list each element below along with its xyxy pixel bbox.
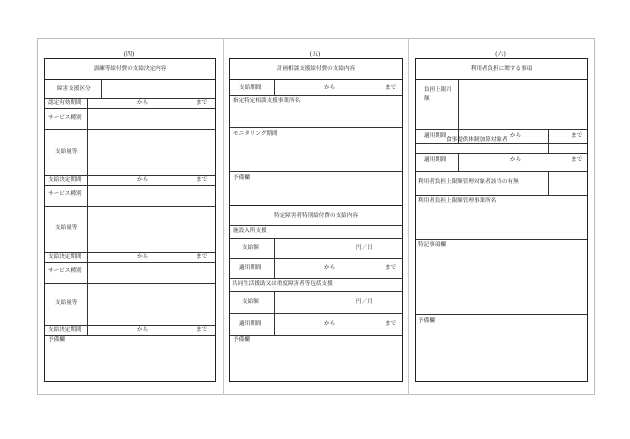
divider: [45, 262, 215, 263]
divider: [45, 108, 215, 109]
pay-period-label: 支給期間: [239, 85, 262, 91]
column-separator: [408, 38, 409, 395]
from-label: から: [324, 321, 336, 327]
divider: [416, 79, 587, 80]
divider: [416, 314, 587, 315]
service-type-label: サービス種別: [48, 268, 82, 274]
divider: [230, 171, 402, 172]
divider: [458, 153, 459, 171]
panel-training-benefit: [44, 58, 216, 382]
divider: [416, 129, 587, 130]
divider: [416, 195, 587, 196]
meal-addition-label: 食事提供体制加算対象者: [446, 137, 508, 143]
to-label: まで: [571, 133, 583, 139]
divider: [87, 283, 88, 325]
divider: [45, 283, 215, 284]
column-heading-5: (五): [309, 51, 321, 58]
divider: [87, 129, 88, 175]
amount-label: 支給量等: [55, 149, 78, 155]
divider: [458, 79, 459, 143]
column-heading-4: (四): [123, 51, 135, 58]
divider: [45, 252, 215, 253]
service-type-label: サービス種別: [48, 115, 82, 121]
from-label: から: [324, 265, 336, 271]
from-label: から: [137, 177, 149, 183]
decision-period-label: 支給決定期間: [48, 254, 82, 260]
decision-period-label: 支給決定期間: [48, 327, 82, 333]
to-label: まで: [196, 100, 208, 106]
divider: [45, 79, 215, 80]
divider: [45, 175, 215, 176]
group-home-label: 共同生活援助又は重度障害者等包括支援: [232, 281, 333, 287]
divider: [230, 335, 402, 336]
column-heading-6: (六): [495, 51, 506, 58]
to-label: まで: [196, 177, 208, 183]
to-label: まで: [385, 321, 397, 327]
cert-period-label: 認定有効期間: [48, 100, 82, 106]
amount-label: 支給量等: [55, 300, 78, 306]
special-benefit-title: 特定障害者特別給付費の支給内容: [274, 213, 358, 219]
divider: [87, 262, 88, 283]
to-label: まで: [571, 157, 583, 163]
service-type-label: サービス種別: [48, 191, 82, 197]
monitoring-label: モニタリング期間: [233, 131, 278, 137]
limit-office-label: 利用者負担上限額管理事業所名: [418, 198, 497, 204]
to-label: まで: [385, 85, 397, 91]
from-label: から: [137, 100, 149, 106]
panel-title: 利用者負担に関する事項: [470, 66, 533, 72]
notes-label: 予備欄: [233, 337, 250, 343]
divider: [45, 98, 215, 99]
divider: [230, 313, 402, 314]
panel-plan-consultation: [229, 58, 403, 382]
per-month-label: 円／月: [356, 299, 373, 305]
from-label: から: [510, 157, 522, 163]
notes-label: 予備欄: [48, 337, 65, 343]
divider: [230, 238, 402, 239]
divider: [45, 206, 215, 207]
divider: [416, 153, 587, 154]
decision-period-label: 支給決定期間: [48, 177, 82, 183]
divider: [230, 127, 402, 128]
divider: [230, 291, 402, 292]
panel-title: 訓練等給付費の支給決定内容: [93, 66, 167, 72]
divider: [45, 129, 215, 130]
column-separator: [223, 38, 224, 395]
from-label: から: [137, 254, 149, 260]
support-class-label: 障害支援区分: [57, 86, 91, 92]
divider: [87, 325, 88, 335]
notes-label: 予備欄: [233, 175, 250, 181]
amount-label: 支給量等: [55, 225, 78, 231]
pay-amount-label: 支給額: [242, 299, 259, 305]
from-label: から: [510, 133, 522, 139]
divider: [45, 185, 215, 186]
divider: [416, 171, 587, 172]
divider: [230, 95, 402, 96]
divider: [548, 171, 549, 195]
divider: [274, 79, 275, 95]
burden-limit-label: 負担上限月額: [424, 87, 452, 102]
pay-amount-label: 支給額: [242, 245, 259, 251]
apply-period-label: 適用期間: [424, 157, 447, 163]
divider: [87, 206, 88, 252]
apply-period-label: 適用期間: [239, 265, 262, 271]
panel-title: 計画相談支援給付費の支給内容: [276, 66, 356, 72]
designated-office-label: 指定特定相談支援事業所名: [233, 98, 301, 104]
divider: [87, 252, 88, 262]
divider: [548, 129, 549, 153]
apply-period-label: 適用期間: [424, 133, 447, 139]
from-label: から: [137, 327, 149, 333]
divider: [87, 98, 88, 108]
divider: [416, 239, 587, 240]
facility-label: 施設入所支援: [233, 228, 267, 234]
special-notes-label: 特記事項欄: [418, 242, 446, 248]
divider: [101, 79, 102, 98]
panel-user-burden: [415, 58, 588, 382]
per-day-label: 円／日: [356, 245, 373, 251]
divider: [230, 278, 402, 279]
divider: [45, 325, 215, 326]
to-label: まで: [196, 327, 208, 333]
divider: [230, 205, 402, 206]
apply-period-label: 適用期間: [239, 321, 262, 327]
to-label: まで: [385, 265, 397, 271]
divider: [87, 108, 88, 129]
divider: [230, 258, 402, 259]
divider: [45, 335, 215, 336]
to-label: まで: [196, 254, 208, 260]
divider: [230, 79, 402, 80]
divider: [87, 175, 88, 185]
from-label: から: [324, 85, 336, 91]
divider: [230, 225, 402, 226]
limit-management-label: 利用者負担上限額管理対象者該当の有無: [418, 179, 519, 185]
notes-label: 予備欄: [418, 318, 435, 324]
divider: [87, 185, 88, 206]
